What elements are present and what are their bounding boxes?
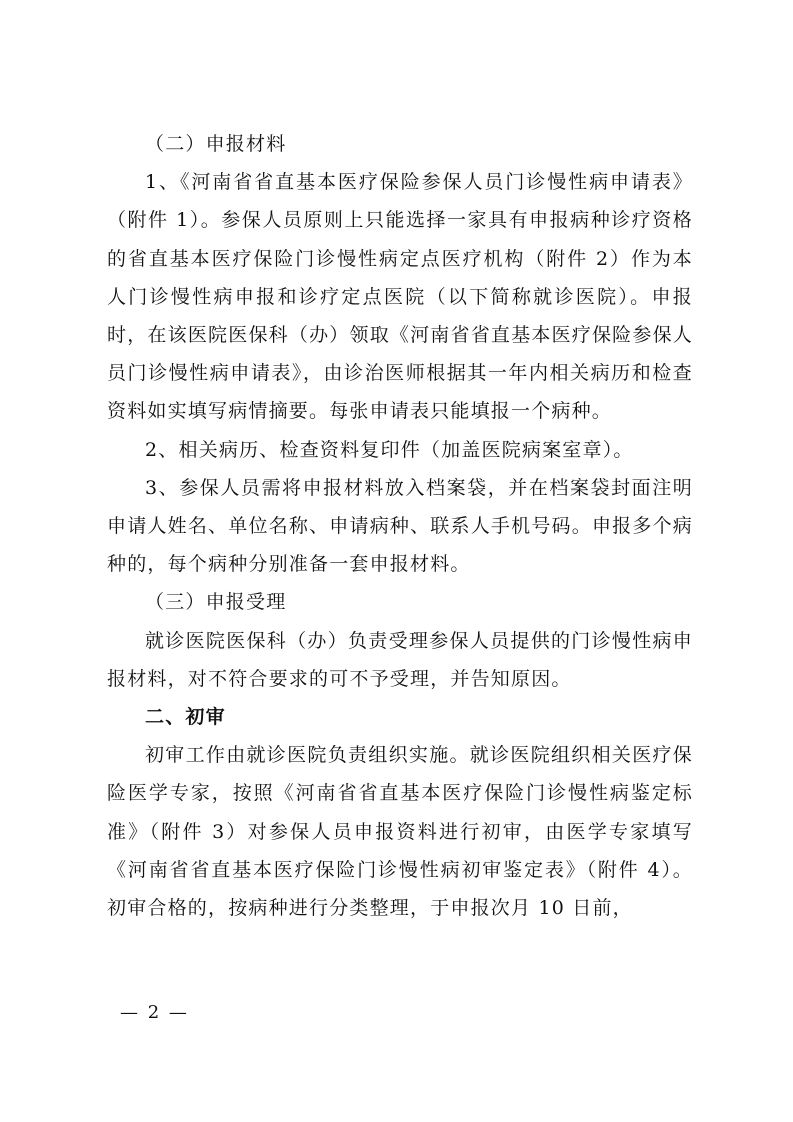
materials-item-1: 1、《河南省省直基本医疗保险参保人员门诊慢性病申请表》（附件 1）。参保人员原则上只能选择一家具有申报病种诊疗资格的省直基本医疗保险门诊慢性病定点医疗机构（附件 2）作为本人门诊慢性病申报和诊疗定点医院（以下简称就诊医院）。申报时，在该医院医保科（办）领取《河南省省直基本医疗保险参保人员门诊慢性病申请表》，由诊治医师根据其一年内相关病历和检查资料如实填写病情摘要。每张申请表只能填报一个病种。: [107, 171, 693, 423]
document-body: [107, 125, 693, 927]
materials-item-2: 2、相关病历、检查资料复印件（加盖医院病案室章）。: [145, 438, 634, 461]
materials-item-3: 3、参保人员需将申报材料放入档案袋，并在档案袋封面注明申请人姓名、单位名称、申请病种、联系人手机号码。申报多个病种的，每个病种分别准备一套申报材料。: [107, 476, 693, 576]
page-number: — 2 —: [120, 1002, 189, 1023]
section-heading-initial-review: 二、初审: [145, 706, 226, 729]
section-heading-materials: （二）申报材料: [145, 133, 287, 155]
acceptance-paragraph: 就诊医院医保科（办）负责受理参保人员提供的门诊慢性病申报材料，对不符合要求的可不予受理，并告知原因。: [107, 629, 693, 690]
section-heading-acceptance: （三）申报受理: [145, 591, 287, 614]
initial-review-paragraph: 初审工作由就诊医院负责组织实施。就诊医院组织相关医疗保险医学专家，按照《河南省省直基本医疗保险门诊慢性病鉴定标准》（附件 3）对参保人员申报资料进行初审，由医学专家填写《河南省省直基本医疗保险门诊慢性病初审鉴定表》（附件 4）。初审合格的，按病种进行分类整理，于申报次月 10 日前，: [107, 744, 693, 920]
